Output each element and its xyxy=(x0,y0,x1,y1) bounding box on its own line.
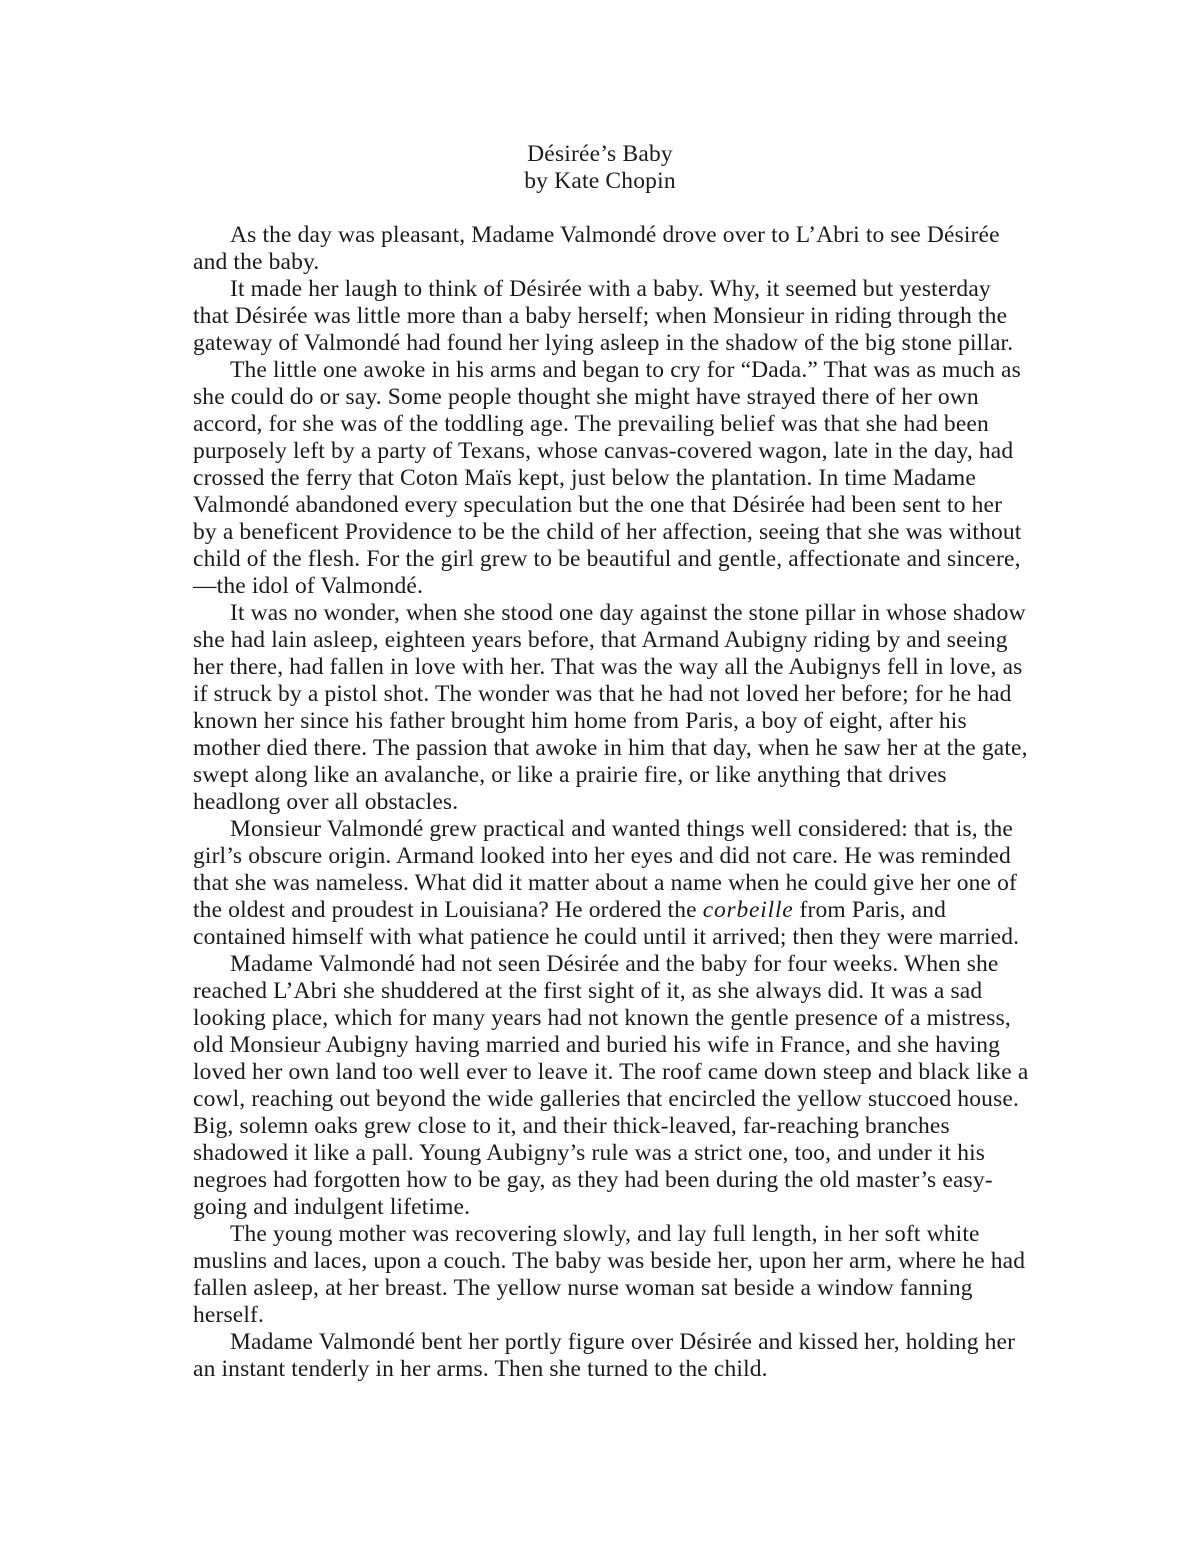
paragraph-5 xyxy=(193,816,1029,951)
document-byline: by Kate Chopin xyxy=(524,168,676,194)
paragraph-5-text-before: Monsieur Valmondé grew practical and wanted things well considered: that is, the girl’s obscure origin. Armand looked into her eyes and did not care. He was reminded that she was nameless. What did it matter about a name when he could give her one of the oldest and proudest in Louisiana? He ordered the xyxy=(193,816,1017,923)
paragraph-7: The young mother was recovering slowly, and lay full length, in her soft white muslins and laces, upon a couch. The baby was beside her, upon her arm, where he had fallen asleep, at her breast. The yellow nurse woman sat beside a window fanning herself. xyxy=(193,1221,1026,1328)
title-block xyxy=(0,141,1200,195)
document-title: Désirée’s Baby xyxy=(527,141,673,167)
paragraph-6: Madame Valmondé had not seen Désirée and the baby for four weeks. When she reached L’Abri she shuddered at the first sight of it, as she always did. It was a sad looking place, which for many years had not known the gentle presence of a mistress, old Monsieur Aubigny having married and buried his wife in France, and she having loved her own land too well ever to leave it. The roof came down steep and black like a cowl, reaching out beyond the wide galleries that encircled the yellow stuccoed house. Big, solemn oaks grew close to it, and their thick-leaved, far-reaching branches shadowed it like a pall. Young Aubigny’s rule was a strict one, too, and under it his negroes had forgotten how to be gay, as they had been during the old master’s easy-going and indulgent lifetime. xyxy=(193,951,1029,1220)
paragraph-2: It made her laugh to think of Désirée with a baby. Why, it seemed but yesterday that Désirée was little more than a baby herself; when Monsieur in riding through the gateway of Valmondé had found her lying asleep in the shadow of the big stone pillar. xyxy=(193,276,1014,356)
paragraph-5-italic-word: corbeille xyxy=(702,897,794,923)
paragraph-1: As the day was pleasant, Madame Valmondé drove over to L’Abri to see Désirée and the baby. xyxy=(193,222,1000,275)
paragraph-4: It was no wonder, when she stood one day against the stone pillar in whose shadow she had lain asleep, eighteen years before, that Armand Aubigny riding by and seeing her there, had fallen in love with her. That was the way all the Aubignys fell in love, as if struck by a pistol shot. The wonder was that he had not loved her before; for he had known her since his father brought him home from Paris, a boy of eight, after his mother died there. The passion that awoke in him that day, when he saw her at the gate, swept along like an avalanche, or like a prairie fire, or like anything that drives headlong over all obstacles. xyxy=(193,600,1028,815)
paragraph-8: Madame Valmondé bent her portly figure over Désirée and kissed her, holding her an instant tenderly in her arms. Then she turned to the child. xyxy=(193,1329,1016,1382)
paragraph-5-text-after: from Paris, and contained himself with what patience he could until it arrived; then they were married. xyxy=(193,897,1020,950)
paragraph-3: The little one awoke in his arms and began to cry for “Dada.” That was as much as she could do or say. Some people thought she might have strayed there of her own accord, for she was of the toddling age. The prevailing belief was that she had been purposely left by a party of Texans, whose canvas-covered wagon, late in the day, had crossed the ferry that Coton Maïs kept, just below the plantation. In time Madame Valmondé abandoned every speculation but the one that Désirée had been sent to her by a beneficent Providence to be the child of her affection, seeing that she was without child of the flesh. For the girl grew to be beautiful and gentle, affectionate and sincere,—the idol of Valmondé. xyxy=(193,357,1022,599)
body-text xyxy=(193,222,1029,1383)
